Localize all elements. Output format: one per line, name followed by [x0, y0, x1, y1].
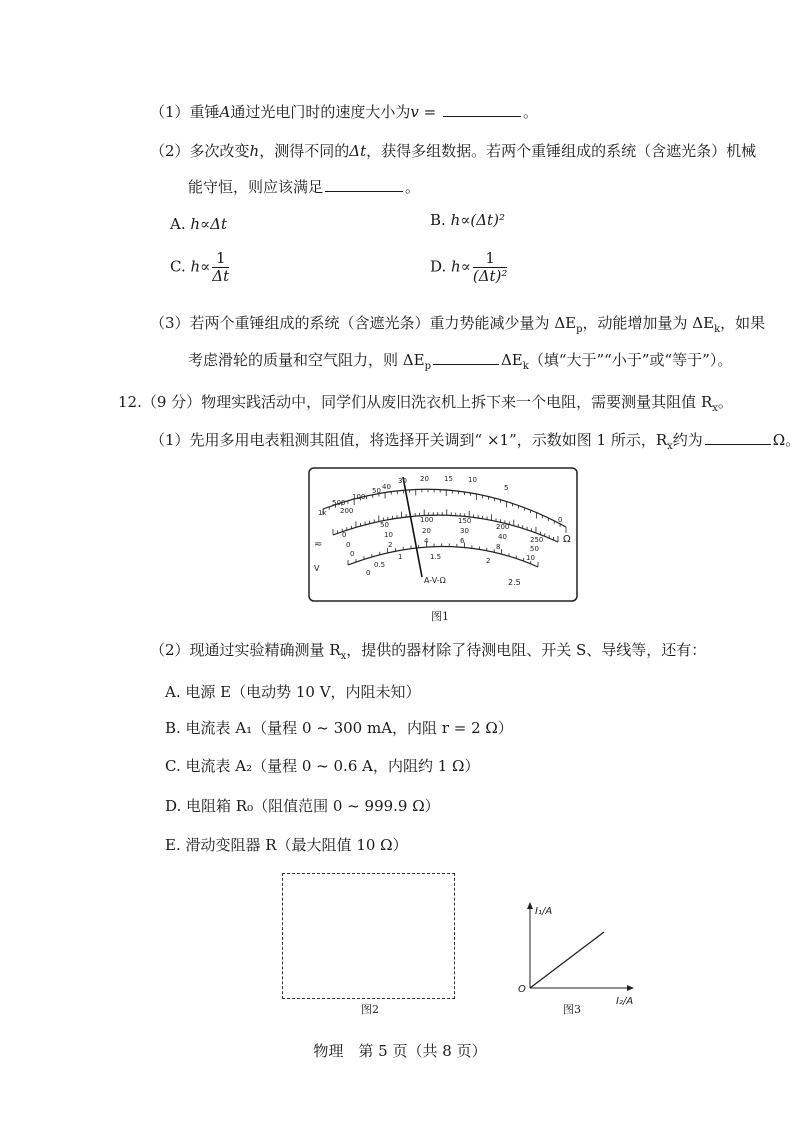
- q12-part2-sub: x: [340, 651, 347, 662]
- answer-blank-2[interactable]: [325, 177, 403, 192]
- ohm-label-100: 100: [352, 493, 366, 501]
- figure3-graph: [510, 898, 640, 1010]
- q11-part2-line2-text: 能守恒，则应该满足: [188, 178, 324, 196]
- answer-blank-1[interactable]: [443, 102, 521, 117]
- figure1-multimeter: [308, 467, 578, 602]
- q12-heading-sub: x: [712, 403, 718, 414]
- equipment-item-c: C. 电流表 A₂（量程 0 ~ 0.6 A，内阻约 1 Ω）: [165, 757, 480, 775]
- x-axis-arrow: [627, 985, 634, 991]
- option-c-num: 1: [212, 250, 229, 268]
- q12-part1: [150, 430, 800, 457]
- q11-part3-sub-k: k: [714, 324, 721, 335]
- equipment-item-e: E. 滑动变阻器 R（最大阻值 10 Ω）: [165, 836, 408, 854]
- q12-heading-text: 12.（9 分）物理实践活动中，同学们从废旧洗衣机上拆下来一个电阻，需要测量其阻值 R: [118, 393, 713, 411]
- mid3-label-2: 2: [388, 541, 393, 549]
- option-b[interactable]: [430, 210, 505, 230]
- option-b-expr: h∝(Δt)²: [450, 211, 505, 229]
- q11-part2-line2: [188, 177, 420, 197]
- graph-line: [530, 932, 604, 988]
- low-label-1.5: 1.5: [430, 553, 442, 561]
- multimeter-dial: [308, 467, 578, 602]
- mid-scale-arc: [333, 515, 558, 542]
- option-c[interactable]: [170, 250, 229, 285]
- mid3-label-0: 0: [350, 550, 355, 558]
- ohm-label-200: 200: [340, 507, 354, 515]
- v-symbol: V: [314, 564, 320, 573]
- option-a-label: A.: [170, 215, 191, 233]
- ac-symbol: ≂: [314, 539, 323, 550]
- mid-label-0: 0: [342, 531, 347, 539]
- q12-heading-end: 。: [717, 393, 733, 411]
- mid3-label-6: 6: [460, 537, 465, 545]
- ohm-symbol: Ω: [563, 534, 571, 545]
- option-d-num: 1: [473, 250, 508, 268]
- q11-part3-text-b: ，动能增加量为 ΔE: [582, 314, 715, 332]
- mid-label-200: 200: [496, 523, 510, 531]
- option-d-label: D.: [430, 257, 452, 276]
- q11-part2-text: （2）多次改变: [150, 142, 250, 160]
- q11-part2-h: h: [249, 142, 260, 160]
- answer-blank-3[interactable]: [433, 350, 499, 365]
- ohm-label-50: 50: [372, 487, 381, 495]
- option-d[interactable]: [430, 250, 507, 285]
- mid2-label-50: 50: [530, 545, 539, 553]
- ohm-label-30: 30: [398, 477, 407, 485]
- q12-part1-unit: Ω。: [772, 431, 800, 449]
- mid2-label-10: 10: [384, 531, 393, 539]
- option-c-label: C.: [170, 257, 191, 276]
- q11-part1-text: （1）重锤: [150, 103, 220, 121]
- q11-part3-line2-text: 考虑滑轮的质量和空气阻力，则 ΔE: [188, 351, 425, 369]
- equipment-item-d: D. 电阻箱 R₀（阻值范围 0 ~ 999.9 Ω）: [165, 797, 440, 815]
- low-label-0.5: 0.5: [374, 561, 386, 569]
- q11-part3-line2-text-c: （填“大于”“小于”或“等于”）。: [528, 351, 733, 369]
- q12-part1-text: （1）先用多用电表粗测其阻值，将选择开关调到“ ×1”，示数如图 1 所示，R: [150, 431, 668, 449]
- answer-blank-4[interactable]: [705, 430, 771, 445]
- ohm-label-5: 5: [504, 484, 509, 492]
- q12-part2-text: （2）现通过实验精确测量 R: [150, 641, 341, 659]
- ohm-label-1k: 1k: [318, 509, 327, 517]
- origin-label: O: [518, 984, 526, 995]
- q11-part3-line2-sub-p: p: [424, 361, 431, 372]
- ohm-label-15: 15: [444, 475, 453, 483]
- ohm-label-0: 0: [558, 516, 563, 524]
- q12-heading: [118, 392, 733, 419]
- y-axis-arrow: [527, 902, 533, 909]
- equipment-item-b: B. 电流表 A₁（量程 0 ~ 300 mA，内阻 r = 2 Ω）: [165, 719, 513, 737]
- mid2-label-20: 20: [422, 527, 431, 535]
- q12-part2-text-b: ，提供的器材除了待测电阻、开关 S、导线等，还有：: [346, 641, 707, 659]
- meter-needle: [403, 477, 422, 577]
- q11-part2-text-b: ，测得不同的: [259, 142, 350, 160]
- mid3-label-10: 10: [526, 554, 535, 562]
- mid-label-150: 150: [458, 517, 472, 525]
- figure2-caption: 图2: [361, 1003, 379, 1016]
- ohm-label-40: 40: [382, 483, 391, 491]
- q12-part1-sub: x: [667, 441, 673, 452]
- q11-part3-text: （3）若两个重锤组成的系统（含遮光条）重力势能减少量为 ΔE: [150, 314, 577, 332]
- ohm-label-20: 20: [420, 475, 429, 483]
- equipment-item-a: A. 电源 E（电动势 10 V，内阻未知）: [165, 683, 421, 701]
- page-footer: 物理 第 5 页（共 8 页）: [313, 1042, 487, 1060]
- q11-part3-line2-text-b: ΔE: [500, 351, 523, 369]
- option-b-label: B.: [430, 211, 451, 229]
- figure2-answer-box[interactable]: [282, 873, 455, 999]
- option-c-fraction: [212, 250, 229, 285]
- option-a[interactable]: [170, 214, 227, 234]
- q11-part1-eq: =: [418, 103, 441, 121]
- q11-part3-text-c: ，如果: [720, 314, 766, 332]
- x-axis-label: I₂/A: [616, 996, 634, 1007]
- meter-center-label: A-V-Ω: [424, 576, 446, 585]
- q11-part1-var: A: [219, 103, 231, 121]
- figure3-caption: 图3: [563, 1003, 581, 1016]
- option-d-fraction: [473, 250, 508, 285]
- q12-part1-text-b: 约为: [672, 431, 703, 449]
- q11-part2-end: 。: [405, 178, 421, 196]
- option-a-expr: h∝Δt: [190, 215, 228, 233]
- low-label-2: 2: [486, 557, 491, 565]
- q11-part1: [150, 102, 538, 122]
- mid3-label-4: 4: [424, 537, 429, 545]
- q11-part2-dt: Δt: [349, 142, 367, 160]
- option-c-den: Δt: [212, 267, 230, 285]
- ohm-label-10: 10: [468, 476, 477, 484]
- low-label-1: 1: [398, 553, 403, 561]
- mid-label-250: 250: [530, 536, 544, 544]
- option-c-pre: h∝: [190, 257, 211, 276]
- low-label-2.5: 2.5: [508, 578, 521, 587]
- mid2-label-30: 30: [460, 527, 469, 535]
- q11-part1-end: 。: [523, 103, 539, 121]
- q11-part3-line2-sub-k: k: [522, 361, 529, 372]
- mid-label-100: 100: [420, 516, 434, 524]
- option-d-pre: h∝: [451, 257, 471, 276]
- mid-label-50: 50: [380, 521, 389, 529]
- figure3-svg: [510, 898, 640, 1010]
- mid2-label-0: 0: [346, 541, 351, 549]
- figure1-caption: 图1: [431, 610, 449, 623]
- y-axis-label: I₁/A: [535, 906, 553, 917]
- mid2-label-40: 40: [498, 533, 507, 541]
- q11-part2-line1: [150, 141, 756, 161]
- low-label-0: 0: [366, 569, 371, 577]
- q11-part1-text2: 通过光电门时的速度大小为: [230, 103, 411, 121]
- q12-part2: [150, 640, 706, 667]
- q11-part3-sub-p: p: [576, 324, 583, 335]
- q11-part2-text-c: ，获得多组数据。若两个重锤组成的系统（含遮光条）机械: [366, 142, 757, 160]
- q11-part1-v: v: [410, 103, 419, 121]
- q11-part3-line2: [188, 350, 732, 377]
- q11-part3-line1: [150, 313, 765, 340]
- option-d-den: (Δt)²: [472, 267, 508, 285]
- ohm-label-500: 500: [332, 499, 346, 507]
- mid3-label-8: 8: [496, 543, 501, 551]
